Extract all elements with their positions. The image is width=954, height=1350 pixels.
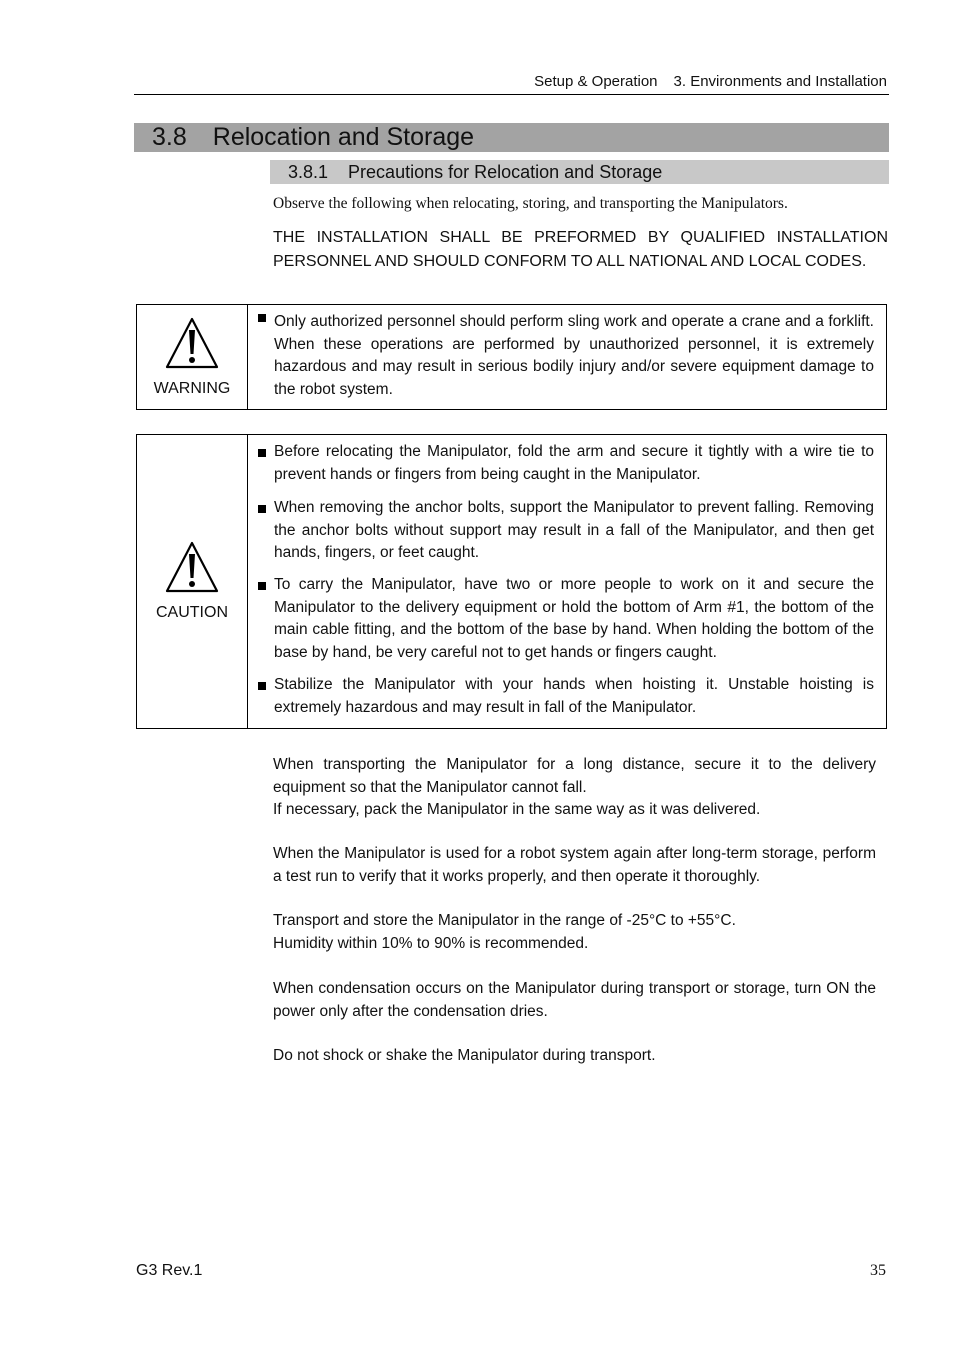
caution-item-text: To carry the Manipulator, have two or more people to work on it and secure the Manipulator to the delivery equipment or hold the bottom of Arm #1, the bottom of the main cable fitting, and the bottom of the base by hand. When holding the bottom of the base by hand, be very careful not to get hands or fingers caught. bbox=[274, 576, 874, 661]
header-section-ref: Setup & Operation bbox=[534, 73, 658, 90]
subsection-heading bbox=[270, 160, 889, 184]
warning-item bbox=[249, 311, 874, 401]
subsection-title: Precautions for Relocation and Storage bbox=[348, 162, 663, 182]
exclamation-triangle-icon bbox=[164, 316, 220, 375]
bullet-icon bbox=[258, 505, 266, 513]
bullet-icon bbox=[258, 314, 266, 322]
paragraph-line: When the Manipulator is used for a robot system again after long-term storage, perform a test run to verify that it works properly, and then operate it thoroughly. bbox=[273, 845, 876, 885]
installation-notice: THE INSTALLATION SHALL BE PREFORMED BY QUALIFIED INSTALLATION PERSONNEL AND SHOULD CONFORM TO ALL NATIONAL AND LOCAL CODES. bbox=[273, 229, 888, 270]
caution-item bbox=[249, 674, 874, 719]
caution-label-cell bbox=[137, 435, 248, 728]
page-number: 35 bbox=[870, 1262, 886, 1279]
header-rule bbox=[134, 94, 889, 95]
paragraph-shock bbox=[273, 1045, 876, 1068]
caution-item-text: Before relocating the Manipulator, fold the arm and secure it tightly with a wire tie to prevent hands or fingers from being caught in the Manipulator. bbox=[274, 443, 874, 483]
paragraph-line: When condensation occurs on the Manipulator during transport or storage, turn ON the power only after the condensation dries. bbox=[273, 980, 876, 1020]
paragraph-long-term-storage bbox=[273, 843, 876, 888]
bullet-icon bbox=[258, 682, 266, 690]
footer-model: G3 Rev.1 bbox=[136, 1262, 203, 1279]
paragraph-line: Transport and store the Manipulator in the range of -25°C to +55°C. bbox=[273, 912, 736, 929]
exclamation-triangle-icon bbox=[164, 540, 220, 599]
running-header bbox=[134, 72, 889, 92]
warning-item-text: Only authorized personnel should perform sling work and operate a crane and a forklift. When these operations are performed by unauthorized personnel, it is extremely hazardous and may result in serious bodily injury and/or severe equipment damage to the robot system. bbox=[274, 313, 874, 398]
caution-box bbox=[136, 434, 887, 729]
section-number: 3.8 bbox=[152, 123, 187, 151]
caution-item bbox=[249, 497, 874, 565]
caution-item bbox=[249, 574, 874, 664]
warning-label-cell bbox=[137, 305, 248, 409]
caution-item-text: Stabilize the Manipulator with your hands when hoisting it. Unstable hoisting is extremely hazardous and may result in fall of the Manipulator. bbox=[274, 676, 874, 716]
warning-box bbox=[136, 304, 887, 410]
paragraph-transport bbox=[273, 754, 876, 822]
warning-content bbox=[249, 305, 886, 409]
caution-content bbox=[249, 435, 886, 728]
paragraph-line: Do not shock or shake the Manipulator during transport. bbox=[273, 1047, 656, 1064]
subsection-number: 3.8.1 bbox=[288, 162, 329, 182]
paragraph-line: If necessary, pack the Manipulator in the same way as it was delivered. bbox=[273, 801, 761, 818]
caution-item-text: When removing the anchor bolts, support the Manipulator to prevent falling. Removing the anchor bolts without support may result in a fall of the Manipulator, and then get hands, fingers, or feet caught. bbox=[274, 499, 874, 561]
bullet-icon bbox=[258, 449, 266, 457]
bullet-icon bbox=[258, 582, 266, 590]
paragraph-condensation bbox=[273, 978, 876, 1023]
paragraph-line: Humidity within 10% to 90% is recommended. bbox=[273, 934, 589, 952]
section-heading bbox=[134, 123, 889, 152]
warning-label: WARNING bbox=[153, 379, 231, 397]
section-title: Relocation and Storage bbox=[212, 123, 475, 151]
caution-label: CAUTION bbox=[156, 604, 228, 621]
intro-text: Observe the following when relocating, storing, and transporting the Manipulators. bbox=[273, 195, 788, 212]
header-chapter-ref: 3. Environments and Installation bbox=[673, 73, 887, 90]
paragraph-temperature bbox=[273, 910, 876, 955]
paragraph-line: When transporting the Manipulator for a long distance, secure it to the delivery equipment so that the Manipulator cannot fall. bbox=[273, 756, 876, 796]
caution-item bbox=[249, 441, 874, 486]
